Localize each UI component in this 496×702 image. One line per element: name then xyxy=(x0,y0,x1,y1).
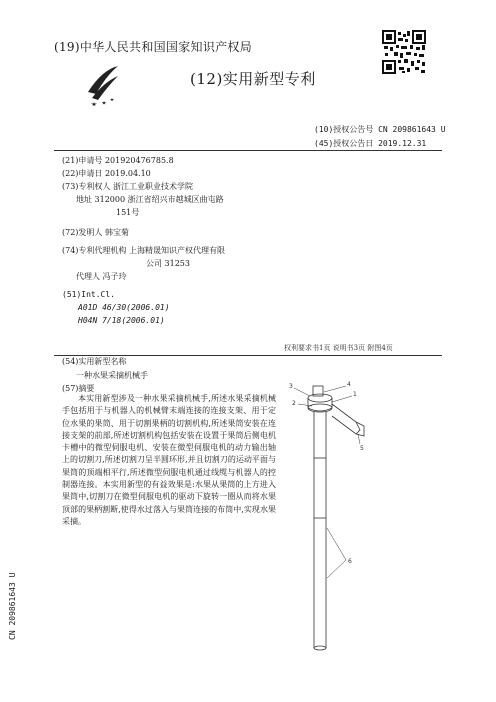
agency-line-2: 公司 31253 xyxy=(146,259,190,268)
abstract-drawing xyxy=(286,378,370,656)
abstract-text: 本实用新型涉及一种水果采摘机械手,所述水果采摘机械手包括用于与机器人的机械臂末端连接的连接支架、用于定位水果的果筒、用于切割果柄的切割机构,所述果筒安装在连接支架的前部,所述切割机构包括安装在设置于果筒后侧电机卡槽中的微型伺服电机、安装在微型伺服电机的动力输出轴上的切割刀,所述切割刀呈半圆环形,并且切割刀的运动平面与果筒的顶端相平行,所述微型伺服电机通过线缆与机器人的控制器连接。本实用新型的有益效果是:水果从果筒的上方进入果筒中,切割刀在微型伺服电机的驱动下旋转一圈从而将水果顶部的果柄割断,使得水过落入与果筒连接的布筒中,实现水果采摘。 xyxy=(62,394,276,526)
address-line-1: 地址 312000 浙江省绍兴市越城区曲屯路 xyxy=(76,195,224,204)
drawing-label-4: 4 xyxy=(347,381,351,388)
application-date: (22)申请日 2019.04.10 xyxy=(62,169,151,178)
title-label: (54)实用新型名称 xyxy=(62,357,127,366)
publication-date: (45)授权公告日 2019.12.31 xyxy=(314,139,427,148)
page-count-info: 权利要求书1页 说明书3页 附图4页 xyxy=(284,344,393,352)
drawing-label-6: 6 xyxy=(348,558,352,565)
patent-agency xyxy=(62,244,292,270)
top-divider xyxy=(54,150,442,151)
country-heading: (19)中华人民共和国国家知识产权局 xyxy=(54,40,253,54)
address-line-2: 151号 xyxy=(116,208,140,217)
int-cl-entry-2: H04N 7/18(2006.01) xyxy=(78,316,165,325)
patent-type-title: (12)实用新型专利 xyxy=(190,70,316,88)
holder-address xyxy=(76,193,286,219)
patent-agent: 代理人 冯子玲 xyxy=(76,272,127,281)
utility-model-title: 一种水果采摘机械手 xyxy=(76,371,148,380)
agency-line-1: (74)专利代理机构 上海精晟知识产权代理有限 xyxy=(62,246,225,255)
drawing-label-1: 1 xyxy=(353,391,357,398)
side-publication-code: CN 209861643 U xyxy=(8,572,17,640)
drawing-label-2: 2 xyxy=(292,400,296,407)
patent-holder: (73)专利权人 浙江工业职业技术学院 xyxy=(62,182,193,191)
int-cl-label: (51)Int.Cl. xyxy=(62,290,115,299)
drawing-label-3: 3 xyxy=(289,383,293,390)
application-number: (21)申请号 201920476785.8 xyxy=(62,156,174,165)
drawing-label-5: 5 xyxy=(360,445,364,452)
cnipa-logo xyxy=(84,62,122,108)
inventor: (72)发明人 韩宝菊 xyxy=(62,228,129,237)
qr-code xyxy=(382,30,426,74)
publication-number: (10)授权公告号 CN 209861643 U xyxy=(314,125,446,134)
int-cl-entry-1: A01D 46/30(2006.01) xyxy=(78,303,170,312)
abstract-label: (57)摘要 xyxy=(62,384,95,393)
